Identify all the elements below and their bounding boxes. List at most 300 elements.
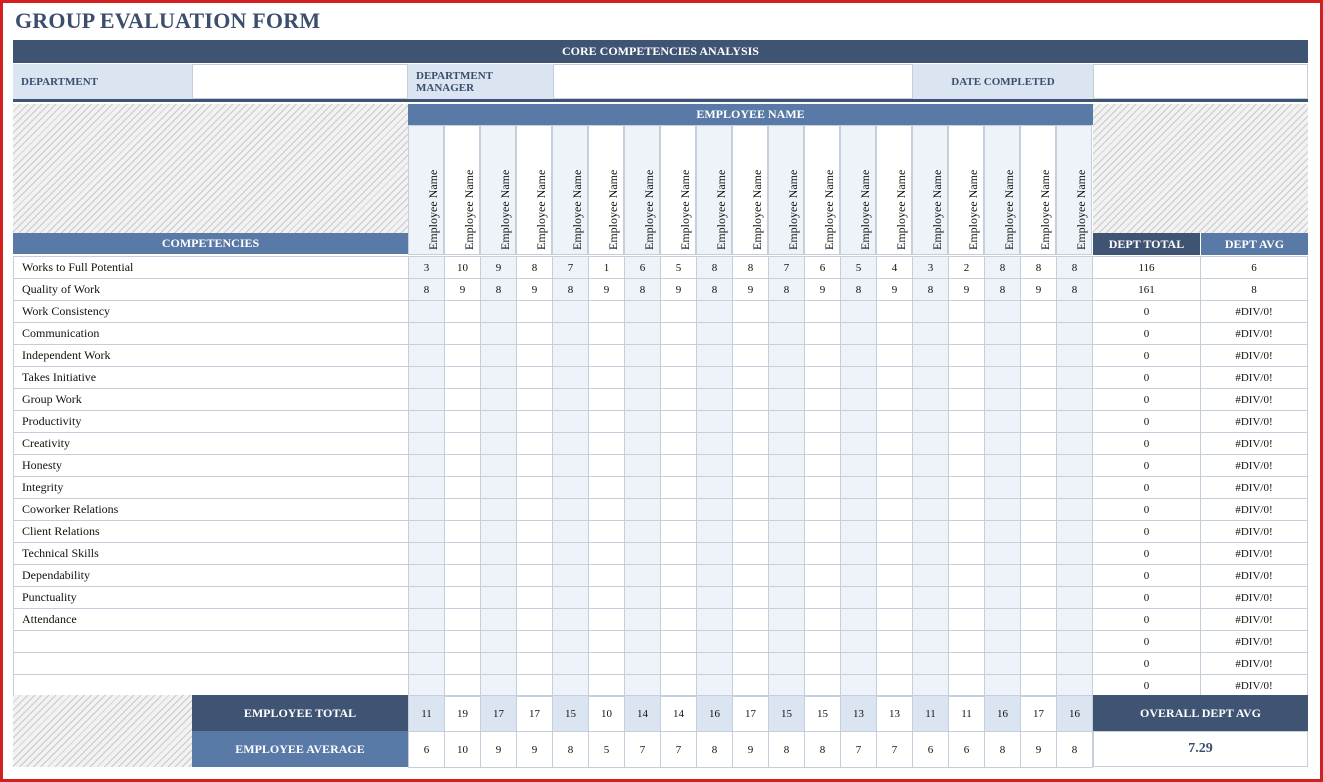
- score-cell[interactable]: [1057, 499, 1093, 521]
- score-cell[interactable]: [877, 675, 913, 697]
- score-cell[interactable]: [949, 323, 985, 345]
- score-cell[interactable]: [445, 543, 481, 565]
- score-cell[interactable]: [589, 411, 625, 433]
- score-cell[interactable]: [949, 411, 985, 433]
- score-cell[interactable]: [1021, 675, 1057, 697]
- score-cell[interactable]: [517, 499, 553, 521]
- score-cell[interactable]: [1021, 653, 1057, 675]
- score-cell[interactable]: [517, 631, 553, 653]
- score-cell[interactable]: 8: [697, 257, 733, 279]
- employee-name-column-11[interactable]: [768, 125, 804, 255]
- score-cell[interactable]: [409, 477, 445, 499]
- score-cell[interactable]: [805, 521, 841, 543]
- score-cell[interactable]: [661, 367, 697, 389]
- score-cell[interactable]: [409, 389, 445, 411]
- score-cell[interactable]: [589, 455, 625, 477]
- score-cell[interactable]: [949, 433, 985, 455]
- score-cell[interactable]: [553, 301, 589, 323]
- score-cell[interactable]: 10: [445, 257, 481, 279]
- score-cell[interactable]: [445, 367, 481, 389]
- score-cell[interactable]: [589, 499, 625, 521]
- score-cell[interactable]: [733, 411, 769, 433]
- score-cell[interactable]: [625, 631, 661, 653]
- score-cell[interactable]: [841, 477, 877, 499]
- employee-name-column-13[interactable]: [840, 125, 876, 255]
- employee-name-column-14[interactable]: [876, 125, 912, 255]
- score-cell[interactable]: [733, 301, 769, 323]
- score-cell[interactable]: [589, 653, 625, 675]
- score-cell[interactable]: [481, 675, 517, 697]
- score-cell[interactable]: [625, 389, 661, 411]
- score-cell[interactable]: [949, 521, 985, 543]
- score-cell[interactable]: 8: [769, 279, 805, 301]
- score-cell[interactable]: 8: [733, 257, 769, 279]
- score-cell[interactable]: [913, 477, 949, 499]
- employee-name-column-10[interactable]: [732, 125, 768, 255]
- score-cell[interactable]: [733, 609, 769, 631]
- score-cell[interactable]: [481, 587, 517, 609]
- score-cell[interactable]: [1057, 323, 1093, 345]
- score-cell[interactable]: 1: [589, 257, 625, 279]
- score-cell[interactable]: [445, 455, 481, 477]
- score-cell[interactable]: [445, 411, 481, 433]
- score-cell[interactable]: [661, 389, 697, 411]
- employee-name-column-9[interactable]: [696, 125, 732, 255]
- score-cell[interactable]: [733, 455, 769, 477]
- score-cell[interactable]: [769, 499, 805, 521]
- score-cell[interactable]: [877, 631, 913, 653]
- score-cell[interactable]: [769, 433, 805, 455]
- score-cell[interactable]: [481, 345, 517, 367]
- score-cell[interactable]: [409, 499, 445, 521]
- score-cell[interactable]: [949, 301, 985, 323]
- score-cell[interactable]: [697, 301, 733, 323]
- score-cell[interactable]: 8: [481, 279, 517, 301]
- score-cell[interactable]: [589, 367, 625, 389]
- score-cell[interactable]: [697, 521, 733, 543]
- score-cell[interactable]: [913, 345, 949, 367]
- score-cell[interactable]: 8: [841, 279, 877, 301]
- employee-name-column-12[interactable]: [804, 125, 840, 255]
- score-cell[interactable]: [517, 455, 553, 477]
- score-cell[interactable]: [661, 411, 697, 433]
- score-cell[interactable]: [409, 367, 445, 389]
- score-cell[interactable]: [661, 345, 697, 367]
- score-cell[interactable]: [733, 543, 769, 565]
- score-cell[interactable]: [445, 609, 481, 631]
- score-cell[interactable]: [1021, 521, 1057, 543]
- score-cell[interactable]: [625, 367, 661, 389]
- score-cell[interactable]: [445, 653, 481, 675]
- score-cell[interactable]: [733, 389, 769, 411]
- score-cell[interactable]: 7: [553, 257, 589, 279]
- score-cell[interactable]: [805, 345, 841, 367]
- score-cell[interactable]: [805, 411, 841, 433]
- score-cell[interactable]: [1021, 631, 1057, 653]
- score-cell[interactable]: [1021, 587, 1057, 609]
- score-cell[interactable]: [949, 367, 985, 389]
- score-cell[interactable]: [1057, 389, 1093, 411]
- score-cell[interactable]: [589, 323, 625, 345]
- score-cell[interactable]: [949, 675, 985, 697]
- score-cell[interactable]: [517, 367, 553, 389]
- score-cell[interactable]: [805, 477, 841, 499]
- score-cell[interactable]: [769, 609, 805, 631]
- score-cell[interactable]: 8: [985, 257, 1021, 279]
- score-cell[interactable]: [445, 565, 481, 587]
- score-cell[interactable]: [517, 543, 553, 565]
- score-cell[interactable]: [409, 543, 445, 565]
- score-cell[interactable]: [697, 609, 733, 631]
- score-cell[interactable]: 8: [517, 257, 553, 279]
- score-cell[interactable]: [553, 587, 589, 609]
- score-cell[interactable]: [877, 389, 913, 411]
- score-cell[interactable]: [697, 631, 733, 653]
- score-cell[interactable]: [913, 565, 949, 587]
- score-cell[interactable]: [481, 323, 517, 345]
- score-cell[interactable]: [913, 653, 949, 675]
- score-cell[interactable]: [517, 411, 553, 433]
- score-cell[interactable]: [733, 323, 769, 345]
- score-cell[interactable]: [733, 499, 769, 521]
- score-cell[interactable]: [805, 675, 841, 697]
- score-cell[interactable]: [949, 455, 985, 477]
- employee-name-column-16[interactable]: [948, 125, 984, 255]
- score-cell[interactable]: [733, 587, 769, 609]
- score-cell[interactable]: [625, 345, 661, 367]
- score-cell[interactable]: [1021, 323, 1057, 345]
- score-cell[interactable]: [625, 499, 661, 521]
- score-cell[interactable]: [877, 345, 913, 367]
- employee-name-column-2[interactable]: [444, 125, 480, 255]
- score-cell[interactable]: [481, 543, 517, 565]
- score-cell[interactable]: [1021, 477, 1057, 499]
- score-cell[interactable]: [517, 675, 553, 697]
- score-cell[interactable]: [625, 411, 661, 433]
- score-cell[interactable]: [733, 653, 769, 675]
- score-cell[interactable]: [697, 477, 733, 499]
- employee-name-column-17[interactable]: [984, 125, 1020, 255]
- score-cell[interactable]: [697, 367, 733, 389]
- score-cell[interactable]: [949, 653, 985, 675]
- score-cell[interactable]: [985, 565, 1021, 587]
- score-cell[interactable]: [661, 499, 697, 521]
- score-cell[interactable]: [409, 631, 445, 653]
- score-cell[interactable]: [589, 587, 625, 609]
- score-cell[interactable]: [769, 345, 805, 367]
- score-cell[interactable]: [589, 631, 625, 653]
- score-cell[interactable]: [445, 323, 481, 345]
- score-cell[interactable]: [877, 411, 913, 433]
- employee-name-column-15[interactable]: [912, 125, 948, 255]
- score-cell[interactable]: 8: [913, 279, 949, 301]
- score-cell[interactable]: [877, 565, 913, 587]
- score-cell[interactable]: [481, 565, 517, 587]
- employee-name-column-7[interactable]: [624, 125, 660, 255]
- score-cell[interactable]: [697, 389, 733, 411]
- score-cell[interactable]: [841, 389, 877, 411]
- score-cell[interactable]: [481, 499, 517, 521]
- score-cell[interactable]: [733, 631, 769, 653]
- score-cell[interactable]: [553, 323, 589, 345]
- score-cell[interactable]: [553, 521, 589, 543]
- score-cell[interactable]: [985, 323, 1021, 345]
- score-cell[interactable]: [1057, 631, 1093, 653]
- score-cell[interactable]: [481, 389, 517, 411]
- score-cell[interactable]: [805, 565, 841, 587]
- score-cell[interactable]: [661, 587, 697, 609]
- score-cell[interactable]: [589, 301, 625, 323]
- score-cell[interactable]: [625, 301, 661, 323]
- score-cell[interactable]: [841, 499, 877, 521]
- score-cell[interactable]: [733, 521, 769, 543]
- score-cell[interactable]: [481, 433, 517, 455]
- score-cell[interactable]: [589, 543, 625, 565]
- score-cell[interactable]: [805, 631, 841, 653]
- score-cell[interactable]: [769, 521, 805, 543]
- score-cell[interactable]: [769, 631, 805, 653]
- score-cell[interactable]: [409, 345, 445, 367]
- score-cell[interactable]: 8: [985, 279, 1021, 301]
- employee-name-column-5[interactable]: [552, 125, 588, 255]
- score-cell[interactable]: [769, 389, 805, 411]
- score-cell[interactable]: [733, 433, 769, 455]
- score-cell[interactable]: [625, 455, 661, 477]
- score-cell[interactable]: [1021, 301, 1057, 323]
- score-cell[interactable]: 8: [697, 279, 733, 301]
- score-cell[interactable]: [841, 565, 877, 587]
- score-cell[interactable]: [481, 367, 517, 389]
- score-cell[interactable]: [913, 587, 949, 609]
- score-cell[interactable]: [985, 609, 1021, 631]
- score-cell[interactable]: [805, 587, 841, 609]
- score-cell[interactable]: [733, 345, 769, 367]
- score-cell[interactable]: [409, 587, 445, 609]
- score-cell[interactable]: 8: [553, 279, 589, 301]
- score-cell[interactable]: [913, 543, 949, 565]
- score-cell[interactable]: [985, 389, 1021, 411]
- score-cell[interactable]: [697, 455, 733, 477]
- score-cell[interactable]: [841, 609, 877, 631]
- score-cell[interactable]: [517, 565, 553, 587]
- score-cell[interactable]: [1021, 499, 1057, 521]
- score-cell[interactable]: [625, 433, 661, 455]
- score-cell[interactable]: [1057, 477, 1093, 499]
- score-cell[interactable]: [517, 323, 553, 345]
- score-cell[interactable]: [769, 477, 805, 499]
- score-cell[interactable]: [517, 433, 553, 455]
- score-cell[interactable]: [913, 411, 949, 433]
- score-cell[interactable]: [553, 543, 589, 565]
- department-field[interactable]: [192, 64, 408, 99]
- score-cell[interactable]: [949, 345, 985, 367]
- score-cell[interactable]: [1057, 521, 1093, 543]
- score-cell[interactable]: [553, 565, 589, 587]
- score-cell[interactable]: [697, 323, 733, 345]
- score-cell[interactable]: [697, 675, 733, 697]
- score-cell[interactable]: [985, 477, 1021, 499]
- score-cell[interactable]: [1021, 455, 1057, 477]
- score-cell[interactable]: [985, 653, 1021, 675]
- score-cell[interactable]: 8: [1021, 257, 1057, 279]
- score-cell[interactable]: [877, 367, 913, 389]
- score-cell[interactable]: [409, 301, 445, 323]
- score-cell[interactable]: [517, 345, 553, 367]
- score-cell[interactable]: [661, 565, 697, 587]
- score-cell[interactable]: [949, 565, 985, 587]
- score-cell[interactable]: [517, 587, 553, 609]
- score-cell[interactable]: [1021, 367, 1057, 389]
- score-cell[interactable]: [985, 587, 1021, 609]
- score-cell[interactable]: [1057, 609, 1093, 631]
- score-cell[interactable]: [769, 675, 805, 697]
- score-cell[interactable]: [949, 477, 985, 499]
- score-cell[interactable]: [985, 499, 1021, 521]
- score-cell[interactable]: [1021, 389, 1057, 411]
- score-cell[interactable]: [1057, 301, 1093, 323]
- department-manager-field[interactable]: [553, 64, 913, 99]
- score-cell[interactable]: 5: [661, 257, 697, 279]
- score-cell[interactable]: [589, 345, 625, 367]
- score-cell[interactable]: [805, 301, 841, 323]
- score-cell[interactable]: [661, 521, 697, 543]
- score-cell[interactable]: [1021, 543, 1057, 565]
- score-cell[interactable]: [769, 543, 805, 565]
- score-cell[interactable]: 4: [877, 257, 913, 279]
- score-cell[interactable]: [661, 653, 697, 675]
- score-cell[interactable]: [841, 543, 877, 565]
- score-cell[interactable]: [805, 455, 841, 477]
- score-cell[interactable]: 6: [625, 257, 661, 279]
- score-cell[interactable]: [553, 653, 589, 675]
- score-cell[interactable]: [697, 565, 733, 587]
- score-cell[interactable]: [985, 301, 1021, 323]
- score-cell[interactable]: [733, 565, 769, 587]
- employee-name-column-18[interactable]: [1020, 125, 1056, 255]
- score-cell[interactable]: [661, 609, 697, 631]
- score-cell[interactable]: [913, 301, 949, 323]
- score-cell[interactable]: 9: [805, 279, 841, 301]
- score-cell[interactable]: [949, 543, 985, 565]
- score-cell[interactable]: [445, 675, 481, 697]
- score-cell[interactable]: [733, 367, 769, 389]
- score-cell[interactable]: [517, 477, 553, 499]
- employee-name-column-6[interactable]: [588, 125, 624, 255]
- score-cell[interactable]: 9: [661, 279, 697, 301]
- employee-name-column-1[interactable]: [408, 125, 444, 255]
- score-cell[interactable]: [409, 675, 445, 697]
- score-cell[interactable]: [625, 521, 661, 543]
- score-cell[interactable]: [841, 675, 877, 697]
- score-cell[interactable]: [553, 631, 589, 653]
- score-cell[interactable]: [913, 367, 949, 389]
- score-cell[interactable]: [877, 477, 913, 499]
- score-cell[interactable]: [445, 631, 481, 653]
- score-cell[interactable]: [589, 433, 625, 455]
- score-cell[interactable]: 2: [949, 257, 985, 279]
- score-cell[interactable]: 3: [913, 257, 949, 279]
- score-cell[interactable]: [841, 301, 877, 323]
- score-cell[interactable]: [1057, 587, 1093, 609]
- score-cell[interactable]: [625, 609, 661, 631]
- score-cell[interactable]: [769, 455, 805, 477]
- score-cell[interactable]: [553, 499, 589, 521]
- employee-name-column-19[interactable]: [1056, 125, 1092, 255]
- score-cell[interactable]: [805, 653, 841, 675]
- score-cell[interactable]: [769, 301, 805, 323]
- score-cell[interactable]: 9: [517, 279, 553, 301]
- score-cell[interactable]: 3: [409, 257, 445, 279]
- score-cell[interactable]: [409, 521, 445, 543]
- score-cell[interactable]: [517, 653, 553, 675]
- score-cell[interactable]: [481, 477, 517, 499]
- score-cell[interactable]: [661, 301, 697, 323]
- score-cell[interactable]: [409, 565, 445, 587]
- score-cell[interactable]: [589, 609, 625, 631]
- score-cell[interactable]: [517, 609, 553, 631]
- score-cell[interactable]: [589, 675, 625, 697]
- date-completed-field[interactable]: [1093, 64, 1308, 99]
- score-cell[interactable]: [949, 609, 985, 631]
- score-cell[interactable]: [913, 609, 949, 631]
- score-cell[interactable]: [877, 653, 913, 675]
- score-cell[interactable]: 5: [841, 257, 877, 279]
- score-cell[interactable]: [661, 675, 697, 697]
- score-cell[interactable]: [445, 499, 481, 521]
- score-cell[interactable]: [769, 411, 805, 433]
- score-cell[interactable]: [769, 323, 805, 345]
- score-cell[interactable]: [409, 455, 445, 477]
- score-cell[interactable]: [913, 455, 949, 477]
- score-cell[interactable]: [445, 433, 481, 455]
- score-cell[interactable]: [445, 389, 481, 411]
- score-cell[interactable]: [553, 389, 589, 411]
- score-cell[interactable]: [841, 521, 877, 543]
- score-cell[interactable]: [445, 521, 481, 543]
- score-cell[interactable]: [409, 609, 445, 631]
- score-cell[interactable]: 8: [1057, 257, 1093, 279]
- score-cell[interactable]: [697, 433, 733, 455]
- score-cell[interactable]: [805, 499, 841, 521]
- score-cell[interactable]: [913, 323, 949, 345]
- score-cell[interactable]: [1057, 543, 1093, 565]
- score-cell[interactable]: [553, 411, 589, 433]
- score-cell[interactable]: [553, 609, 589, 631]
- score-cell[interactable]: [985, 367, 1021, 389]
- score-cell[interactable]: [1057, 565, 1093, 587]
- score-cell[interactable]: [625, 653, 661, 675]
- score-cell[interactable]: [409, 411, 445, 433]
- score-cell[interactable]: [913, 389, 949, 411]
- score-cell[interactable]: [877, 543, 913, 565]
- score-cell[interactable]: [625, 675, 661, 697]
- score-cell[interactable]: [913, 631, 949, 653]
- score-cell[interactable]: 8: [625, 279, 661, 301]
- score-cell[interactable]: [949, 389, 985, 411]
- score-cell[interactable]: 8: [1057, 279, 1093, 301]
- score-cell[interactable]: [805, 367, 841, 389]
- score-cell[interactable]: [625, 587, 661, 609]
- score-cell[interactable]: [661, 433, 697, 455]
- score-cell[interactable]: [805, 323, 841, 345]
- score-cell[interactable]: [589, 477, 625, 499]
- employee-name-column-8[interactable]: [660, 125, 696, 255]
- score-cell[interactable]: [841, 653, 877, 675]
- score-cell[interactable]: [481, 631, 517, 653]
- score-cell[interactable]: [481, 411, 517, 433]
- score-cell[interactable]: [841, 587, 877, 609]
- score-cell[interactable]: [913, 499, 949, 521]
